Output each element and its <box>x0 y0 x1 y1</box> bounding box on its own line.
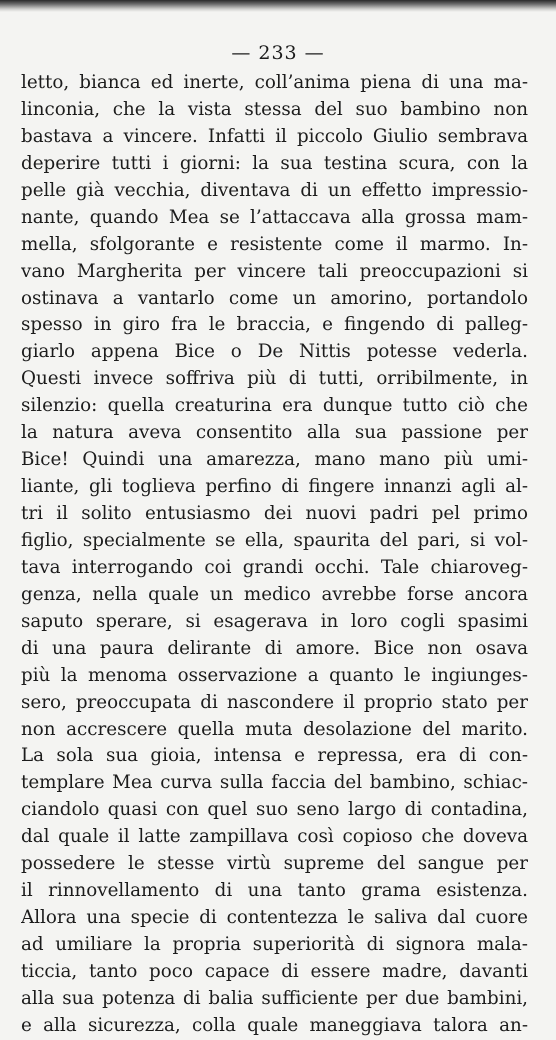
text-line: liante, gli toglieva perfino di fingere innanzi agli al- <box>21 476 528 498</box>
text-line: alla sua potenza di balia sufficiente per due bambini, <box>21 987 528 1009</box>
text-line: e alla sicurezza, colla quale maneggiava talora an- <box>21 1014 528 1036</box>
text-line: ad umiliare la propria superiorità di signora mala- <box>21 934 528 955</box>
text-line: templare Mea curva sulla faccia del bambino, schiac- <box>21 772 528 794</box>
text-line: la natura aveva consentito alla sua passione per <box>21 422 528 444</box>
text-line: figlio, specialmente se ella, spaurita del pari, si vol- <box>21 529 528 551</box>
text-line: di una paura delirante di amore. Bice non osava <box>21 637 528 659</box>
page-number: — 233 — <box>231 42 325 64</box>
body-text <box>21 70 528 1040</box>
text-line: ticcia, tanto poco capace di essere madre, davanti <box>21 960 528 982</box>
text-line: non accrescere quella muta desolazione del marito. <box>21 718 528 740</box>
text-line: ostinava a vantarlo come un amorino, portandolo <box>21 287 528 309</box>
text-line: ciandolo quasi con quel suo seno largo di contadina, <box>21 799 528 821</box>
text-line: più la menoma osservazione a quanto le ingiunges- <box>21 664 528 686</box>
text-line: vano Margherita per vincere tali preoccupazioni si <box>21 260 528 282</box>
text-line: letto, bianca ed inerte, coll’anima piena di una ma- <box>21 72 528 93</box>
text-line: pelle già vecchia, diventava di un effetto impressio- <box>21 179 528 201</box>
text-line: sero, preoccupata di nascondere il proprio stato per <box>21 691 528 713</box>
text-line: saputo sperare, si esagerava in loro cogli spasimi <box>21 610 528 632</box>
text-line: dal quale il latte zampillava così copioso che doveva <box>21 826 528 848</box>
text-line: Questi invece soffriva più di tutti, orribilmente, in <box>21 368 528 390</box>
text-line: genza, nella quale un medico avrebbe forse ancora <box>21 583 528 605</box>
text-line: tava interrogando coi grandi occhi. Tale chiaroveg- <box>21 556 528 578</box>
text-line: deperire tutti i giorni: la sua testina scura, con la <box>21 152 528 174</box>
text-line: Allora una specie di contentezza le saliva dal cuore <box>21 907 528 929</box>
text-line: il rinnovellamento di una tanto grama esistenza. <box>21 880 528 902</box>
text-line: spesso in giro fra le braccia, e fingendo di palleg- <box>21 314 528 336</box>
text-line: tri il solito entusiasmo dei nuovi padri pel primo <box>21 503 528 524</box>
text-line: La sola sua gioia, intensa e repressa, era di con- <box>21 745 528 767</box>
text-line: nante, quando Mea se l’attaccava alla grossa mam- <box>21 206 528 228</box>
text-line: Bice! Quindi una amarezza, mano mano più umi- <box>21 449 528 471</box>
text-line: giarlo appena Bice o De Nittis potesse vederla. <box>21 341 528 363</box>
text-line: silenzio: quella creaturina era dunque tutto ciò che <box>21 395 528 417</box>
text-line: possedere le stesse virtù supreme del sangue per <box>21 853 528 875</box>
text-line: mella, sfolgorante e resistente come il marmo. In- <box>21 233 528 255</box>
text-line: bastava a vincere. Infatti il piccolo Giulio sembrava <box>21 125 528 147</box>
text-line: linconia, che la vista stessa del suo bambino non <box>21 98 528 120</box>
